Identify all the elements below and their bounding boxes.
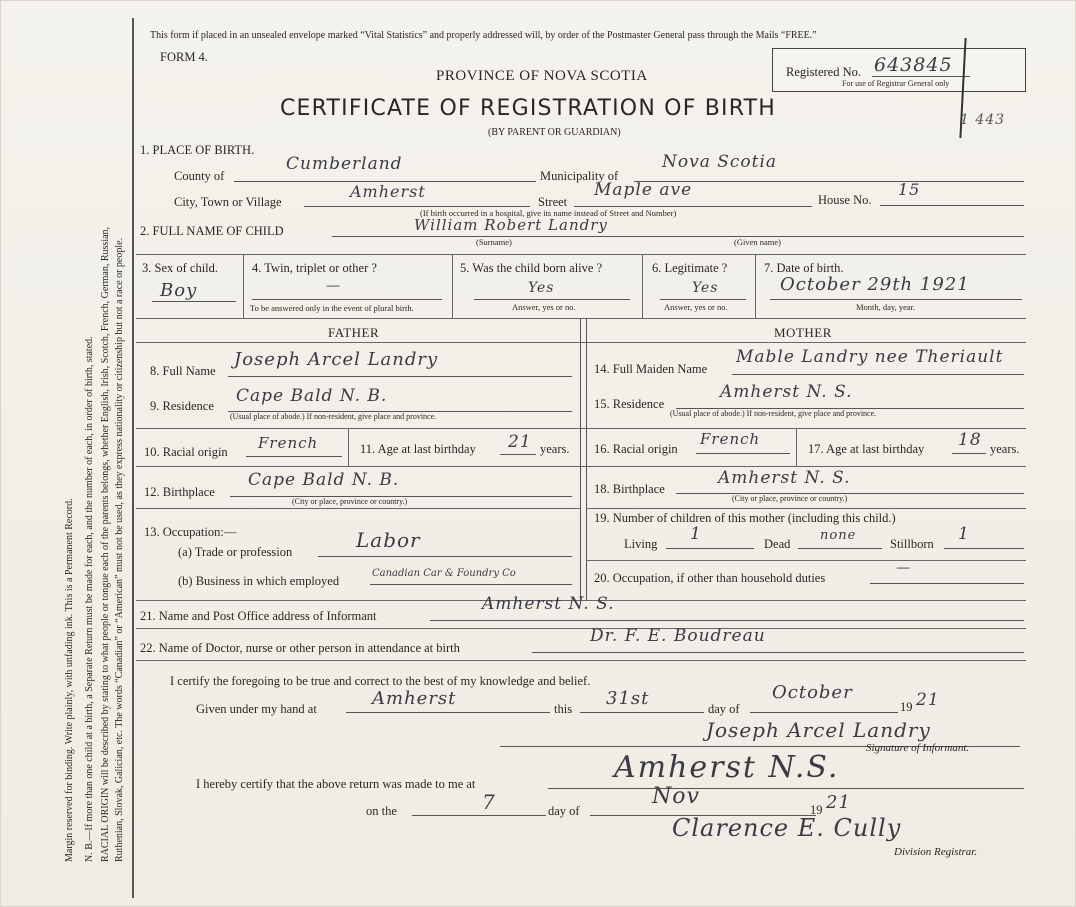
binding-margin-line xyxy=(132,18,134,898)
mail-notice: This form if placed in an unsealed envelope marked “Vital Statistics” and properly addressed will, by order of the Postmaster General pass through the Mails “FREE.” xyxy=(150,30,817,41)
registrar-year-value: 21 xyxy=(826,792,851,813)
father-name-value: Joseph Arcel Landry xyxy=(234,349,439,370)
informant-value: Amherst N. S. xyxy=(482,594,615,614)
legitimate-label: 6. Legitimate ? xyxy=(652,261,728,275)
living-label: Living xyxy=(624,537,658,551)
father-age-label: 11. Age at last birthday xyxy=(360,442,476,456)
legitimate-value: Yes xyxy=(692,280,719,296)
informant-signature-label: Signature of Informant. xyxy=(866,742,970,754)
father-occupation-label: 13. Occupation:— xyxy=(144,525,237,539)
page-subtitle: (BY PARENT OR GUARDIAN) xyxy=(488,127,621,138)
county-label: County of xyxy=(174,169,225,183)
sex-label: 3. Sex of child. xyxy=(142,261,219,275)
living-value: 1 xyxy=(690,524,702,544)
father-racial-label: 10. Racial origin xyxy=(144,445,228,459)
birth-date-note: Month, day, year. xyxy=(856,302,916,312)
mother-birthplace-note: (City or place, province or country.) xyxy=(732,494,848,503)
given-name-note: (Given name) xyxy=(734,237,781,247)
registrar-year-prefix: 19 xyxy=(810,803,823,817)
certify-dayof-label: day of xyxy=(708,702,740,716)
corner-mark: 1 443 xyxy=(960,112,1006,128)
registered-number: 643845 xyxy=(874,54,953,76)
certify-year-prefix: 19 xyxy=(900,700,913,714)
place-section-label: 1. PLACE OF BIRTH. xyxy=(140,143,255,157)
mother-racial-value: French xyxy=(700,430,761,448)
alive-value: Yes xyxy=(528,280,555,296)
registrar-signature: Clarence E. Cully xyxy=(672,814,902,842)
margin-note-1: Margin reserved for binding. Write plainly, with unfading ink. This is a Permanent Record. xyxy=(64,498,75,862)
street-value: Maple ave xyxy=(594,180,693,200)
registrar-use-note: For use of Registrar General only xyxy=(842,79,950,88)
father-racial-value: French xyxy=(258,434,319,452)
certify-month-value: October xyxy=(772,682,853,703)
mother-residence-note: (Usual place of abode.) If non-resident, give place and province. xyxy=(670,409,877,418)
mother-age-label: 17. Age at last birthday xyxy=(808,442,925,456)
surname-note: (Surname) xyxy=(476,237,512,247)
mother-age-years: years. xyxy=(990,442,1020,456)
father-age-value: 21 xyxy=(508,432,532,452)
certify-statement: I certify the foregoing to be true and correct to the best of my knowledge and belief. xyxy=(170,674,591,688)
birth-date-label: 7. Date of birth. xyxy=(764,261,844,275)
dead-label: Dead xyxy=(764,537,791,551)
registrar-dayof-label: day of xyxy=(548,804,580,818)
mother-name-label: 14. Full Maiden Name xyxy=(594,362,708,376)
stillborn-label: Stillborn xyxy=(890,537,934,551)
doctor-value: Dr. F. E. Boudreau xyxy=(590,626,766,646)
twin-note: To be answered only in the event of plural birth. xyxy=(250,303,414,313)
mother-residence-label: 15. Residence xyxy=(594,397,665,411)
province-title: PROVINCE OF NOVA SCOTIA xyxy=(436,68,648,84)
father-birthplace-note: (City or place, province or country.) xyxy=(292,497,408,506)
city-label: City, Town or Village xyxy=(174,195,282,209)
registered-label: Registered No. xyxy=(786,65,861,79)
stillborn-value: 1 xyxy=(958,524,970,544)
informant-signature: Joseph Arcel Landry xyxy=(706,718,931,742)
doctor-label: 22. Name of Doctor, nurse or other person in attendance at birth xyxy=(140,641,460,655)
father-trade-value: Labor xyxy=(356,528,421,552)
mother-name-value: Mable Landry nee Theriault xyxy=(736,347,1004,367)
father-residence-value: Cape Bald N. B. xyxy=(236,386,388,406)
alive-note: Answer, yes or no. xyxy=(512,302,576,312)
father-residence-note: (Usual place of abode.) If non-resident, give place and province. xyxy=(230,412,437,421)
birth-date-value: October 29th 1921 xyxy=(780,274,970,295)
father-business-label: (b) Business in which employed xyxy=(178,574,340,588)
certify-place-value: Amherst xyxy=(372,688,457,709)
informant-label: 21. Name and Post Office address of Informant xyxy=(140,609,377,623)
mother-birthplace-value: Amherst N. S. xyxy=(718,468,851,488)
house-value: 15 xyxy=(898,180,921,199)
certify-day-value: 31st xyxy=(606,688,650,709)
father-birthplace-value: Cape Bald N. B. xyxy=(248,470,400,490)
alive-label: 5. Was the child born alive ? xyxy=(460,261,603,275)
registrar-day-value: 7 xyxy=(482,790,496,814)
mother-heading: MOTHER xyxy=(774,325,832,340)
child-name-value: William Robert Landry xyxy=(414,216,608,234)
father-name-label: 8. Full Name xyxy=(150,364,216,378)
margin-note-3: RACIAL ORIGIN will be described by stating to what people or tongue each of the parents belongs, whether English, Irish, Scotch, French, German, Russian, xyxy=(100,226,111,862)
page-title: CERTIFICATE OF REGISTRATION OF BIRTH xyxy=(280,96,776,121)
registrar-statement: I hereby certify that the above return was made to me at xyxy=(196,777,476,791)
twin-label: 4. Twin, triplet or other ? xyxy=(252,261,377,275)
registrar-on-label: on the xyxy=(366,804,397,818)
form-number: FORM 4. xyxy=(160,50,208,64)
father-heading: FATHER xyxy=(328,325,380,340)
hospital-note: (If birth occurred in a hospital, give its name instead of Street and Number) xyxy=(420,208,677,218)
mother-racial-label: 16. Racial origin xyxy=(594,442,678,456)
mother-occupation-label: 20. Occupation, if other than household duties xyxy=(594,571,826,585)
mother-birthplace-label: 18. Birthplace xyxy=(594,482,665,496)
father-age-years: years. xyxy=(540,442,570,456)
municipality-value: Nova Scotia xyxy=(662,152,778,172)
legitimate-note: Answer, yes or no. xyxy=(664,302,728,312)
child-name-label: 2. FULL NAME OF CHILD xyxy=(140,224,284,238)
registrar-place-value: Amherst N.S. xyxy=(614,750,840,785)
father-residence-label: 9. Residence xyxy=(150,399,214,413)
father-birthplace-label: 12. Birthplace xyxy=(144,485,215,499)
municipality-label: Municipality of xyxy=(540,169,619,183)
mother-residence-value: Amherst N. S. xyxy=(720,382,853,402)
dead-value: none xyxy=(820,528,857,543)
given-under-label: Given under my hand at xyxy=(196,702,317,716)
county-value: Cumberland xyxy=(286,154,403,174)
father-business-value: Canadian Car & Foundry Co xyxy=(372,568,516,579)
house-label: House No. xyxy=(818,193,872,207)
registrar-title: Division Registrar. xyxy=(894,846,978,858)
certify-this-label: this xyxy=(554,702,573,716)
margin-note-4: Ruthenian, Slovak, Galician, etc. The words “Canadian” or “American” must not be used, as they express nationality or citizenship but not a race or people. xyxy=(114,237,125,862)
mother-occupation-value: — xyxy=(896,560,911,576)
sex-value: Boy xyxy=(160,280,198,301)
twin-value: — xyxy=(326,278,341,294)
father-trade-label: (a) Trade or profession xyxy=(178,545,293,559)
margin-note-2: N. B.—If more than one child at a birth, a Separate Return must be made for each, and the number of each, in order of birth, stated. xyxy=(84,336,95,862)
certify-year-value: 21 xyxy=(916,690,940,710)
registrar-month-value: Nov xyxy=(652,784,700,809)
city-value: Amherst xyxy=(350,182,426,201)
street-label: Street xyxy=(538,195,568,209)
children-count-label: 19. Number of children of this mother (including this child.) xyxy=(594,511,896,525)
mother-age-value: 18 xyxy=(958,430,982,450)
